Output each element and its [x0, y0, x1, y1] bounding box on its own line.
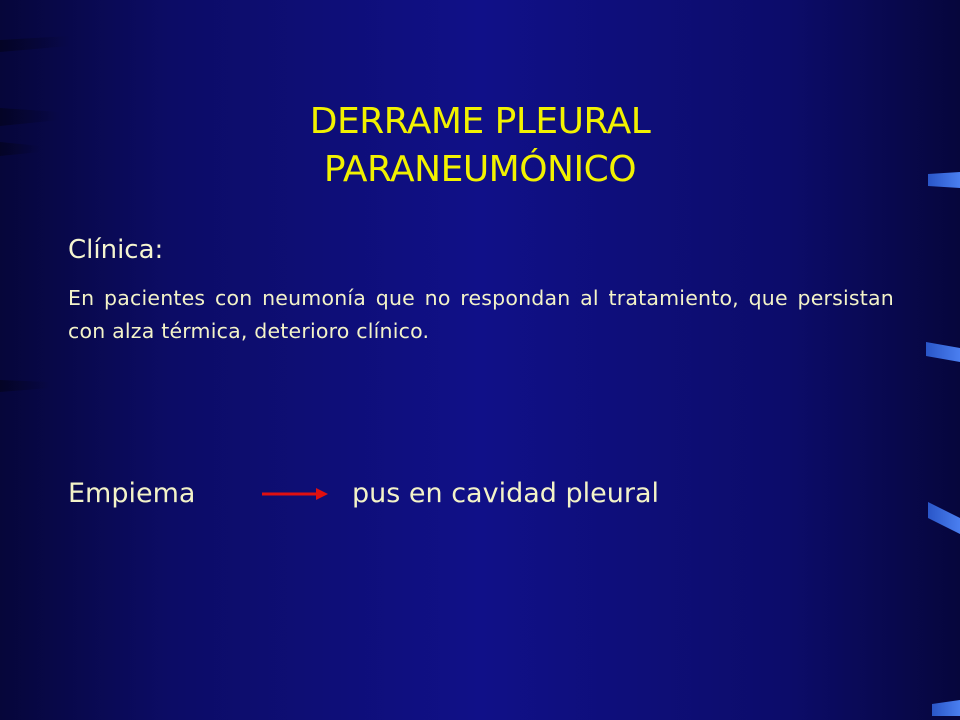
- definition-text: pus en cavidad pleural: [352, 478, 659, 509]
- accent-bar: [928, 502, 960, 534]
- definition-row: [68, 474, 868, 514]
- title-line: DERRAME PLEURAL: [309, 101, 651, 142]
- accent-bar: [932, 700, 960, 716]
- slide-title: [0, 98, 960, 194]
- body-paragraph: En pacientes con neumonía que no respondan al tratamiento, que persistan con alza térmica, deterioro clínico.: [68, 286, 894, 343]
- right-accent-bars: [926, 172, 960, 716]
- left-dark-streaks: [0, 36, 70, 392]
- accent-bar: [926, 342, 960, 362]
- term-label: Empiema: [68, 478, 196, 509]
- section-subheading: Clínica:: [68, 235, 164, 265]
- right-arrow-icon: [260, 482, 330, 506]
- title-line: PARANEUMÓNICO: [323, 149, 637, 190]
